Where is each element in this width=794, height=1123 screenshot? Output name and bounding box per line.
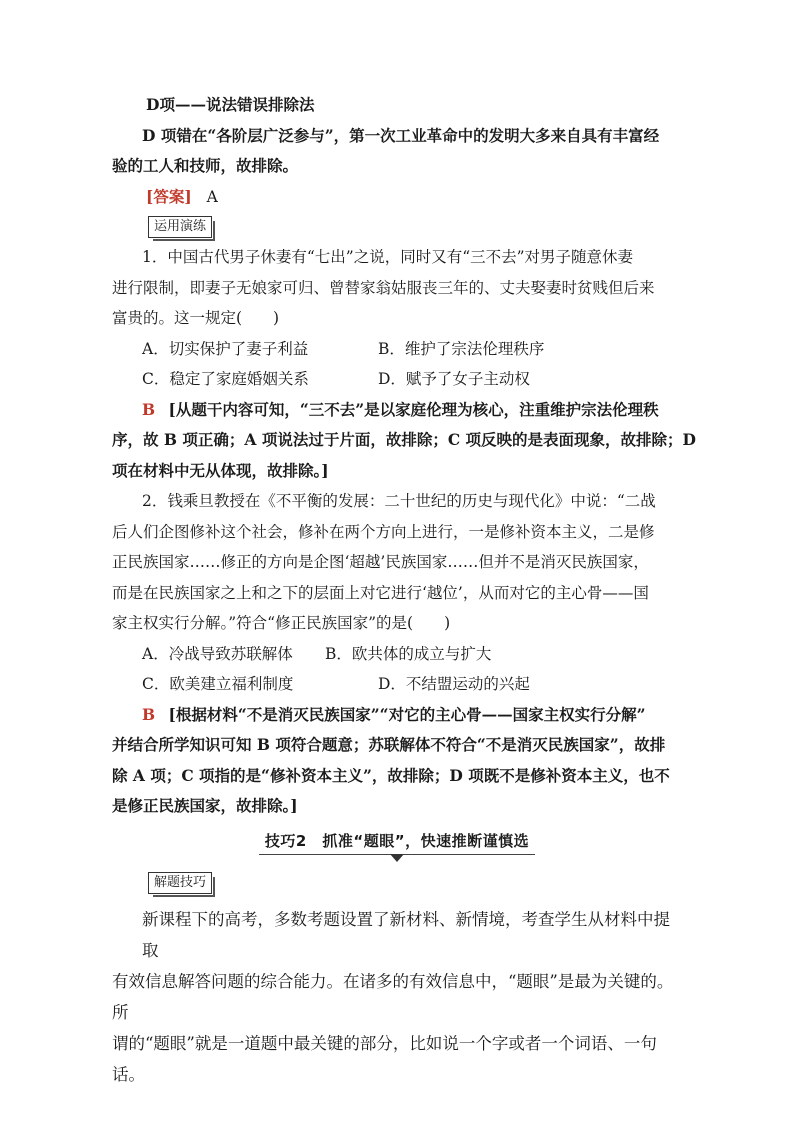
q1-line1: 1．中国古代男子休妻有“七出”之说，同时又有“三不去”对男子随意休妻 — [142, 248, 634, 266]
practice-label-wrap — [112, 212, 682, 242]
answer-value: A — [206, 187, 218, 206]
answer-line — [112, 182, 682, 213]
q2-explain-line1 — [112, 700, 682, 731]
intro-line2: 有效信息解答问题的综合能力。在诸多的有效信息中，“题眼”是最为关键的。所 — [112, 971, 674, 1022]
q2-option-b: B．欧共体的成立与扩大 — [325, 644, 492, 663]
q1-explain-line1 — [112, 395, 682, 426]
q1-line3: 富贵的。这一规定( ) — [112, 309, 280, 327]
section-d-line1: D 项错在“各阶层广泛参与”，第一次工业革命中的发明大多来自具有丰富经 — [142, 125, 660, 145]
q2-options-row1 — [112, 639, 682, 670]
q1-option-d: D．赋予了女子主动权 — [378, 370, 530, 388]
q1-option-b: B．维护了宗法伦理秩序 — [378, 339, 545, 358]
skill2-heading — [259, 830, 535, 855]
skill2-heading-bar — [112, 826, 682, 860]
q1-option-a: A．切实保护了妻子利益 — [142, 339, 309, 358]
q1-explain-line2: 序，故 B 项正确；A 项说法过于片面，故排除；C 项反映的是表面现象，故排除；D — [112, 430, 696, 449]
q1-answer-letter: B — [142, 399, 156, 419]
intro-line1: 新课程下的高考，多数考题设置了新材料、新情境，考查学生从材料中提取 — [142, 909, 670, 960]
q1-option-c: C．稳定了家庭婚姻关系 — [142, 370, 309, 388]
q2-line3: 正民族国家……修正的方向是企图‘超越’民族国家……但并不是消灭民族国家， — [112, 553, 649, 571]
q2-line4: 而是在民族国家之上和之下的层面上对它进行‘越位’，从而对它的主心骨——国 — [112, 583, 649, 602]
practice-label: 运用演练 — [148, 216, 212, 238]
q2-line5: 家主权实行分解。”符合“修正民族国家”的是( ) — [112, 614, 451, 632]
answer-label: [答案] — [146, 186, 192, 206]
q1-line2: 进行限制，即妻子无娘家可归、曾替家翁姑服丧三年的、丈夫娶妻时贫贱但后来 — [112, 278, 655, 297]
tips-label-wrap — [112, 868, 682, 898]
q2-line2: 后人们企图修补这个社会，修补在两个方向上进行，一是修补资本主义，二是修 — [112, 522, 655, 541]
q2-explain-line4: 是修正民族国家，故排除。] — [112, 796, 298, 815]
q2-option-a: A．冷战导致苏联解体 — [142, 644, 293, 663]
q2-option-c: C．欧美建立福利制度 — [142, 675, 294, 693]
tips-label: 解题技巧 — [148, 872, 212, 894]
section-d-title: D项——说法错误排除法 — [146, 95, 315, 114]
skill2-heading-text: 技巧2 抓准“题眼”，快速推断谨慎选 — [264, 832, 530, 850]
section-d-line2: 验的工人和技师，故排除。 — [112, 156, 299, 175]
q2-line1: 2．钱乘旦教授在《不平衡的发展：二十世纪的历史与现代化》中说：“二战 — [142, 492, 656, 510]
q2-option-d: D．不结盟运动的兴起 — [378, 675, 530, 693]
q2-options-row2 — [112, 669, 682, 700]
q1-options-row1 — [112, 334, 682, 365]
q1-explain-line3: 项在材料中无从体现，故排除。] — [112, 460, 329, 480]
intro-line3: 谓的“题眼”就是一道题中最关键的部分，比如说一个字或者一个词语、一句话。 — [112, 1033, 657, 1084]
q1-explain1: [从题干内容可知，“三不去”是以家庭伦理为核心，注重维护宗法伦理秩 — [168, 399, 659, 419]
q2-explain1: [根据材料“不是消灭民族国家”“对它的主心骨——国家主权实行分解” — [168, 704, 646, 724]
q2-explain-line3: 除 A 项；C 项指的是“修补资本主义”，故排除；D 项既不是修补资本主义，也不 — [112, 765, 670, 785]
q2-explain-line2: 并结合所学知识可知 B 项符合题意；苏联解体不符合“不是消灭民族国家”，故排 — [112, 735, 666, 754]
q2-answer-letter: B — [142, 704, 156, 724]
document-page — [112, 90, 696, 1090]
q1-options-row2 — [112, 364, 682, 395]
heading-triangle-icon — [390, 854, 404, 862]
